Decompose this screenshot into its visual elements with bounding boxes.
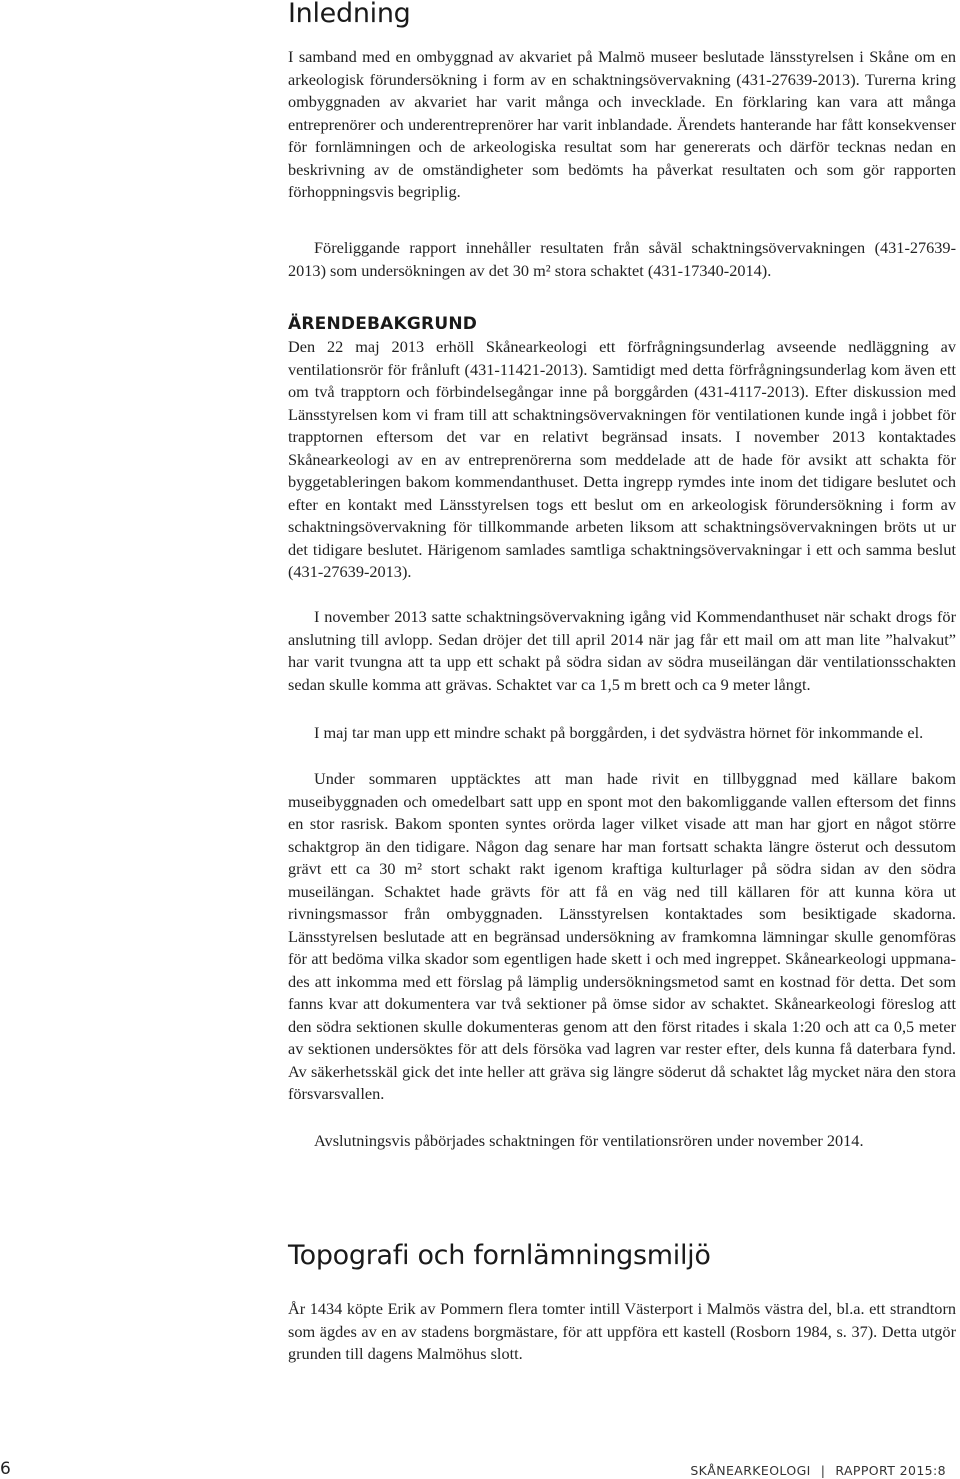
page-number: 6 <box>0 1459 11 1479</box>
footer-publisher: SKÅNEARKEOLOGI <box>690 1463 811 1478</box>
footer-separator: | <box>820 1463 826 1478</box>
background-paragraph-3: I maj tar man upp ett mindre schakt på borggården, i det sydvästra hörnet för inkommande el. <box>314 723 924 742</box>
intro-paragraph-1: I samband med en ombyggnad av akvariet på Malmö museer beslutade länsstyrelsen i Skåne om en arkeologisk förundersökning i form av en schaktningsövervakning (431-27639-2013). Turerna kring ombyggnaden av akvariet har varit många och invecklade. En förklaring kan vara att många entreprenörer och underentreprenörer har varit inblandade. Ärendets hanterande har fått konsekvenser för fornlämningen och de arkeologiska resultat som har genererats och därför tecknas nedan en beskrivning av de omständigheter som bedömts ha påverkat resultaten och som gör rapporten förhoppningsvis begriplig. <box>288 47 956 201</box>
section-heading-intro: Inledning <box>288 0 411 29</box>
section-heading-topography: Topografi och fornlämningsmiljö <box>288 1240 711 1271</box>
background-paragraph-5: Avslutningsvis påbörjades schaktningen för ventilationsrören under november 2014. <box>314 1131 864 1150</box>
background-paragraph-1: Den 22 maj 2013 erhöll Skånearkeologi ett förfrågningsunderlag avseende nedläggning av ventilationsrör för frånluft (431-11421-2013). Samtidigt med detta förfrågningsunderlag kom även ett om två trapptorn och förbindelsegångar inne på borggården (431-4117-2013). Efter diskussion med Länsstyrelsen kom vi fram till att schaktningsövervakningen för ventilationen kunde ingå i jobbet för trapptornen eftersom det var en relativt begränsad insats. I november 2013 kontaktades Skånearkeologi av en av entreprenörerna som meddelade att de hade för avsikt att schakta för byggetableringen bakom kommendanthuset. Detta ingrepp rymdes inte inom det tidigare beslutet och efter en kontakt med Länsstyrelsen togs ett beslut om en arkeologisk förundersökning i form av schaktningsövervakning för tillkommande arbeten liksom att schaktningsövervakningen bröts ut ur det tidigare beslutet. Härigenom samlades samtliga schaktningsövervakningar i ett och samma beslut (431-27639-2013). <box>288 337 956 581</box>
background-paragraph-2: I november 2013 satte schaktningsövervakning igång vid Kommendanthuset när schakt drogs för anslutning till avlopp. Sedan dröjer det till april 2014 när jag får ett mail om att man lite ”halvakut” har varit tvungna att ta upp ett schakt på södra sidan av södra museilängan där ventilationsschakten sedan skulle komma att grävas. Schaktet var ca 1,5 m brett och ca 9 meter långt. <box>288 607 956 694</box>
background-paragraph-4: Under sommaren upptäcktes att man hade rivit en tillbyggnad med källare bakom museibyggnaden och omedelbart satt upp en spont mot den bakomliggande vallen eftersom det finns en stor rasrisk. Bakom sponten syntes orörda lager vilket visade att man har gjort en något större schaktgrop än den tidigare. Någon dag senare har man fortsatt schakta längre österut och dessutom grävt ett ca 30 m² stort schakt rakt igenom kraftiga kulturlager på södra sidan av den södra museilängan. Schaktet hade grävts för att få en väg ned till källaren för att kunna köra ut rivningsmassor från ombyggnaden. Länsstyrelsen kontaktades som besiktigade skadorna. Länsstyrelsen beslutade att en begränsad undersökning av framkomna lämningar skulle genomföras för att bedöma vilka skador som egentligen hade skett i och med ingreppet. Skånearkeologi uppmanades att inkomma med ett förslag på lämplig undersökningsmetod samt en kostnad för detta. Det som fanns kvar att dokumentera var två sektioner på ömse sidor av schaktet. Skånearkeologi föreslog att den södra sektionen skulle dokumenteras genom att den först ritades i skala 1:20 och att ca 0,5 meter av sektionen undersöktes för att dels försöka vad lagren var rester efter, dels kunna få daterbara fynd. Av säkerhetsskäl gick det inte heller att gräva sig längre söderut då schaktet låg mycket nära den stora försvarsvallen. <box>288 769 956 1103</box>
section-heading-background: ÄRENDEBAKGRUND <box>288 314 478 334</box>
topography-paragraph-1: År 1434 köpte Erik av Pommern flera tomter intill Västerport i Malmös västra del, bl.a. ett strandtorn som ägdes av en av stadens borgmästare, för att uppföra ett kastell (Rosborn 1984, s. 37). Detta utgör grunden till dagens Malmöhus slott. <box>288 1299 956 1363</box>
footer-report: RAPPORT 2015:8 <box>835 1463 946 1478</box>
intro-paragraph-2: Föreliggande rapport innehåller resultaten från såväl schaktningsövervakningen (431-27639-2013) som undersökningen av det 30 m² stora schaktet (431-17340-2014). <box>288 238 956 280</box>
page-footer <box>690 1463 946 1478</box>
